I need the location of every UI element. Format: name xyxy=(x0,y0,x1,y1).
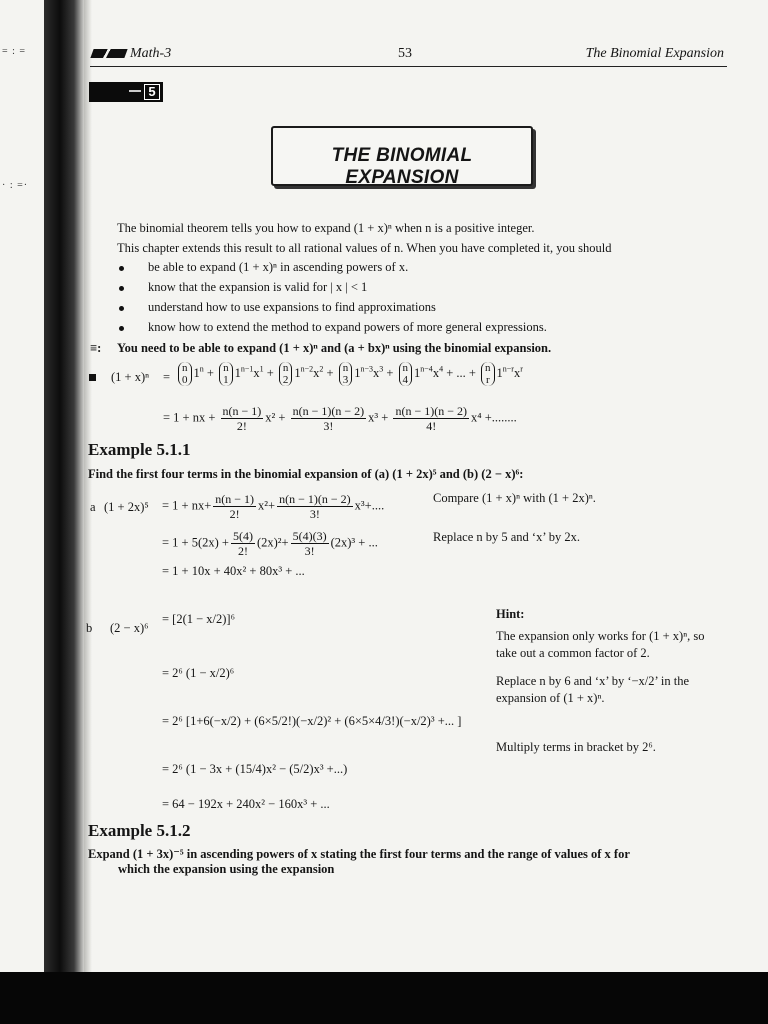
margin-mark-top: = : = xyxy=(2,46,27,57)
part-a-term: = 1 + nx+ xyxy=(162,498,212,513)
part-a-term: (2x)³ + ... xyxy=(330,535,378,550)
example-1-title: Example 5.1.1 xyxy=(88,440,191,459)
formula-expanded xyxy=(163,404,517,433)
part-a-line-1 xyxy=(162,492,384,521)
bullet-item-3: understand how to use expansions to find approximations xyxy=(148,300,436,314)
chapter-number: 5 xyxy=(144,84,160,100)
part-a-line-3: = 1 + 10x + 40x² + 80x³ + ... xyxy=(162,564,305,578)
fraction-denominator: 3! xyxy=(304,544,315,558)
fraction-numerator: n(n − 1)(n − 2) xyxy=(292,404,365,418)
fraction-denominator: 2! xyxy=(236,419,247,433)
part-b-lhs: (2 − x)⁶ xyxy=(110,621,149,635)
chapter-title: THE BINOMIAL EXPANSION xyxy=(331,145,473,188)
example-2-title: Example 5.1.2 xyxy=(88,821,191,840)
part-a-term: (2x)²+ xyxy=(256,535,289,550)
header-book-title: Math-3 xyxy=(130,46,172,61)
example-2-text-1: Expand (1 + 3x)⁻⁵ in ascending powers of x stating the first four terms and the range of values of x for xyxy=(88,847,630,861)
hint-text-3: Multiply terms in bracket by 2⁶. xyxy=(496,740,656,754)
formula-expanded-start: = 1 + nx + xyxy=(163,410,216,425)
fraction-numerator: 5(4) xyxy=(232,529,253,543)
note-text: You need to be able to expand (1 + x)ⁿ and (a + bx)ⁿ using the binomial expansion. xyxy=(117,341,552,355)
fraction-denominator: 3! xyxy=(323,419,334,433)
formula-equals: = xyxy=(163,370,171,384)
formula-term: x³ + xyxy=(368,410,389,425)
bullet-dot xyxy=(119,306,124,311)
bullet-item-1: be able to expand (1 + x)ⁿ in ascending powers of x. xyxy=(148,260,409,274)
part-b-label: b xyxy=(86,621,93,635)
margin-mark-middle: · : =· xyxy=(2,180,29,191)
note-marker: ≡: xyxy=(90,341,102,355)
formula-binomial-series: n $01^n + n$ $11^{n-1}x^1 + n$ $21^{n-2}x^2 + n$ $31^{n-3}x^3 + n$ $41^{n-4}x^4$ + ... + n $r1^{n-r}x^r$ xyxy=(176,362,523,386)
header-rule xyxy=(90,66,727,67)
book-spine-shadow xyxy=(44,0,84,975)
bullet-dot xyxy=(119,286,124,291)
part-a-note-2: Replace n by 5 and ‘x’ by 2x. xyxy=(433,530,580,544)
chapter-label-dash xyxy=(129,90,141,92)
fraction-numerator: n(n − 1)(n − 2) xyxy=(279,492,351,506)
chapter-label xyxy=(89,82,163,102)
part-b-line-4: = 2⁶ (1 − 3x + (15/4)x² − (5/2)x³ +...) xyxy=(162,762,348,776)
fraction-numerator: n(n − 1) xyxy=(215,492,255,506)
fraction-denominator: 2! xyxy=(237,544,248,558)
scan-bottom-edge xyxy=(0,972,768,1024)
part-b-line-5: = 64 − 192x + 240x² − 160x³ + ... xyxy=(162,797,330,811)
part-b-line-2: = 2⁶ (1 − x/2)⁶ xyxy=(162,666,235,680)
bullet-item-4: know how to extend the method to expand powers of more general expressions. xyxy=(148,320,547,334)
formula-marker xyxy=(89,374,96,381)
intro-line-2: This chapter extends this result to all rational values of n. When you have completed it, you should xyxy=(117,241,612,255)
formula-term: x² + xyxy=(265,410,286,425)
example-1-question: Find the first four terms in the binomial expansion of (a) (1 + 2x)⁵ and (b) (2 − x)⁶: xyxy=(88,467,524,481)
fraction-numerator: n(n − 1)(n − 2) xyxy=(395,404,467,418)
bullet-dot xyxy=(119,266,124,271)
hint-text-2: Replace n by 6 and ‘x’ by ‘−x/2’ in the expansion of (1 + x)ⁿ. xyxy=(496,674,689,705)
bullet-item-2: know that the expansion is valid for | x | < 1 xyxy=(148,280,368,294)
header-chapter-title: The Binomial Expansion xyxy=(585,46,724,61)
part-a-lhs: (1 + 2x)⁵ xyxy=(104,500,149,514)
part-a-term: = 1 + 5(2x) + xyxy=(162,535,229,550)
fraction-numerator: 5(4)(3) xyxy=(292,529,327,543)
bullet-dot xyxy=(119,326,124,331)
part-a-label: a xyxy=(90,500,96,514)
hint-text-1: The expansion only works for (1 + x)ⁿ, so take out a common factor of 2. xyxy=(496,629,705,660)
fraction-numerator: n(n − 1) xyxy=(222,404,262,418)
fraction-denominator: 4! xyxy=(426,419,437,433)
publisher-logo-icon xyxy=(90,49,127,58)
part-b-line-3: = 2⁶ [1+6(−x/2) + (6×5/2!)(−x/2)² + (6×5×4/3!)(−x/2)³ +... ] xyxy=(162,714,462,728)
fraction-denominator: 3! xyxy=(309,507,320,521)
hint-title: Hint: xyxy=(496,607,525,621)
formula-lhs: (1 + x)ⁿ xyxy=(111,370,150,384)
part-a-term: x²+ xyxy=(258,498,276,513)
part-a-note-1: Compare (1 + x)ⁿ with (1 + 2x)ⁿ. xyxy=(433,491,596,505)
part-a-line-2 xyxy=(162,529,378,558)
part-b-line-1: = [2(1 − x/2)]⁶ xyxy=(162,612,235,626)
formula-term: x⁴ +........ xyxy=(470,410,517,425)
header-left xyxy=(92,46,171,62)
intro-line-1: The binomial theorem tells you how to expand (1 + x)ⁿ when n is a positive integer. xyxy=(117,221,535,235)
chapter-title-box xyxy=(271,126,533,186)
part-a-term: x³+.... xyxy=(354,498,385,513)
example-2-text-2: which the expansion using the expansion xyxy=(118,862,335,876)
page-number: 53 xyxy=(398,46,412,61)
fraction-denominator: 2! xyxy=(229,507,240,521)
